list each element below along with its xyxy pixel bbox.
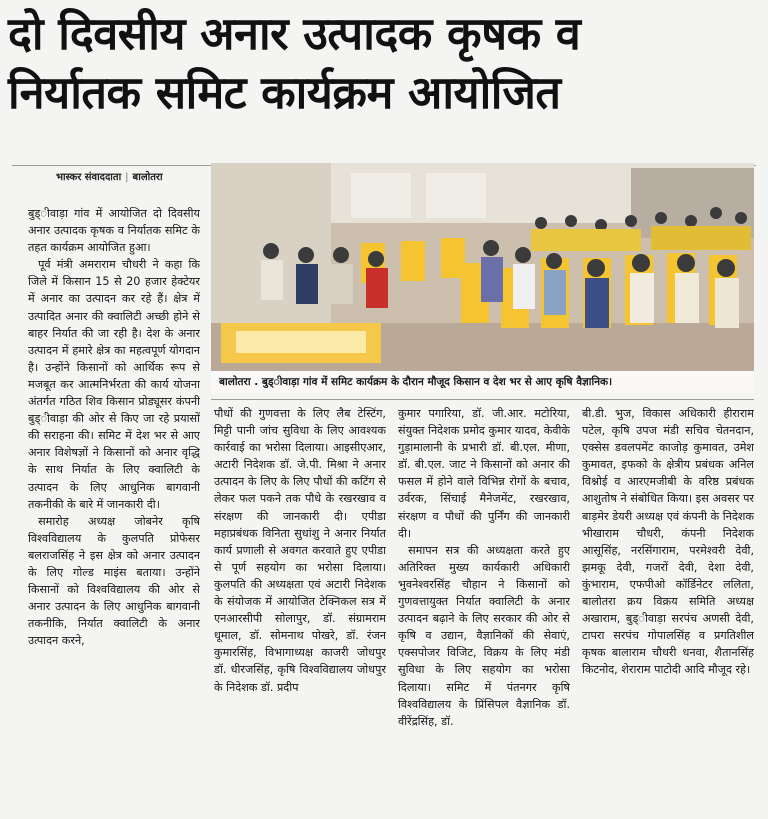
paragraph: समारोह अध्यक्ष जोबनेर कृषि विश्वविद्यालय के कुलपति प्रोफेसर बलराजसिंह ने इस क्षेत्र को अनार उत्पादन के लिए गोल्ड माइंस बताया। उन्होंने किसानों को विश्वविद्यालय की ओर से अनार उत्पादन के लिए आधुनिक बागवानी तकनीकि, निर्यात क्वालिटी के अनार उत्पादन करने, bbox=[28, 514, 200, 648]
photo-divider bbox=[211, 399, 754, 400]
byline bbox=[56, 169, 163, 183]
photo-caption: बालोतरा . बुड्‌ीवाड़ा गांव में समिट कार्यक्रम के दौरान मौजूद किसान व देश भर से आए कृषि वैज्ञानिक। bbox=[211, 371, 754, 393]
paragraph: पूर्व मंत्री अमराराम चौधरी ने कहा कि जिले में किसान 15 से 20 हजार हेक्टेयर में अनार का उत्पादन कर रहे हैं। क्षेत्र में उत्पादित अनार की क्वालिटी अच्छी होने से बाहर निर्यात की जा रही है। देश के अनार उत्पादन में हमारे क्षेत्र का महत्वपूर्ण योगदान है। उन्होंने किसानों को आर्थिक रूप से मजबूत कर आत्मनिर्भरता की कार्य योजना अंतर्गत गठित शिव किसान प्रोड्यूसर कंपनी बुड्‌ीवाड़ा की ओर से किए जा रहे प्रयासों की सराहना की। समिट में देश भर से आए अनार विशेषज्ञों ने किसानों को अनार वृद्धि के साथ निर्यात के लिए क्वालिटी के उत्पादन के लिए आधुनिक बागवानी तकनीकी के बारे में जानकारी दी। bbox=[28, 258, 200, 511]
headline-line-1: दो दिवसीय अनार उत्पादक कृषक व bbox=[8, 7, 581, 60]
article-column-1 bbox=[28, 205, 200, 797]
paragraph: समापन सत्र की अध्यक्षता करते हुए अतिरिक्त मुख्य कार्यकारी अधिकारी भुवनेश्वरसिंह चौहान ने किसानों को गुणवत्तायुक्त निर्यात क्वालिटी के अनार उत्पादन बढ़ाने के लिए सरकार की ओर से कृषि व उद्यान, वैज्ञानिकों की सेवाएं, एक्सपोजर विजिट, विक्रय के लिए मंडी सुविधा के लिए सहयोग का भरोसा दिलाया। समिट में पंतनगर कृषि विश्वविद्यालय के प्रिंसिपल वैज्ञानिक डॉ. वीरेंद्रसिंह, डॉ. bbox=[398, 543, 570, 728]
paragraph: कुमार पगारिया, डॉ. जी.आर. मटोरिया, संयुक्त निदेशक प्रमोद कुमार यादव, केवीके गुड़ामालानी के प्रभारी डॉ. बी.एल. मीणा, डॉ. बी.एल. जाट ने किसानों को अनार की फसल में होने वाले विभिन्न रोगों के बचाव, उर्वरक, सिंचाई मैनेजमेंट, रखरखाव, संरक्षण व पौधों की पुर्निंग की जानकारी दी। bbox=[398, 407, 570, 540]
article-column-4 bbox=[582, 405, 754, 797]
article-column-3 bbox=[398, 405, 570, 797]
dateline-location: बालोतरा bbox=[132, 172, 163, 183]
article-column-2 bbox=[214, 405, 386, 797]
headline-line-2: निर्यातक समिट कार्यक्रम आयोजित bbox=[8, 66, 561, 119]
event-photo bbox=[211, 163, 754, 393]
paragraph: पौधों की गुणवत्ता के लिए लैब टेस्टिंग, मिट्टी पानी जांच सुविधा के लिए आवश्यक कार्रवाई का भरोसा दिलाया। आइसीएआर, अटारी निदेशक डॉ. जे.पी. मिश्रा ने अनार उत्पादन के लिए के लिए पौधों की कटिंग से लेकर फल पकने तक पौधे के रखरखाव व संरक्षण की जानकारी दी। एपीडा महाप्रबंधक विनिता सुधांशु ने अनार निर्यात कार्य प्रणाली से अवगत करवाते हुए एपीडा से पूर्ण सहयोग का भरोसा दिलाया। कुलपति की अध्यक्षता एवं अटारी निदेशक के संयोजक में आयोजित टेक्निकल सत्र में एनआरसीपी सोलापुर, डॉ. संग्रामराम धूमाल, डॉ. सोमनाथ पोखरे, डॉ. रंजन कुमारसिंह, विभागाध्यक्ष काजरी जोधपुर डॉ. धीरजसिंह, कृषि विश्वविद्यालय जोधपुर के निदेशक डॉ. प्रदीप bbox=[214, 407, 386, 694]
paragraph: बी.डी. भुज, विकास अधिकारी हीराराम पटेल, कृषि उपज मंडी सचिव चेतनदान, एक्सेस डवलपमेंट काजोड़ कुमावत, उमेश कुमावत, इफको के क्षेत्रीय प्रबंधक अनिल विश्नोई व आरएमजीबी के वरिष्ठ प्रबंधक आशुतोष ने संबोधित किया। इस अवसर पर बाड़मेर डेयरी अध्यक्ष एवं कंपनी के निदेशक भीखाराम चौधरी, कंपनी निदेशक आसूसिंह, नरसिंगाराम, परमेश्वरी देवी, झमकू देवी, गजरों देवी, देशा देवी, कुंभाराम, एफपीओ कॉर्डिनेटर ललिता, बालोतरा क्रय विक्रय समिति अध्यक्ष अखाराम, बुड्‌ीवाड़ा सरपंच अणसी देवी, टापरा सरपंच गोपालसिंह व प्रगतिशील कृषक बालाराम चौधरी धनवा, शैतानसिंह किटनोद, शेराराम पाटोदी आदि मौजूद रहे। bbox=[582, 407, 754, 677]
paragraph: बुड्‌ीवाड़ा गांव में आयोजित दो दिवसीय अनार उत्पादक कृषक व निर्यातक समिट के तहत कार्यक्रम आयोजित हुआ। bbox=[28, 207, 200, 255]
headline bbox=[8, 4, 760, 122]
event-photo-illustration bbox=[211, 163, 754, 393]
byline-separator: | bbox=[125, 172, 129, 183]
reporter-name: भास्कर संवाददाता bbox=[56, 172, 122, 183]
next-article-edge bbox=[28, 804, 754, 819]
